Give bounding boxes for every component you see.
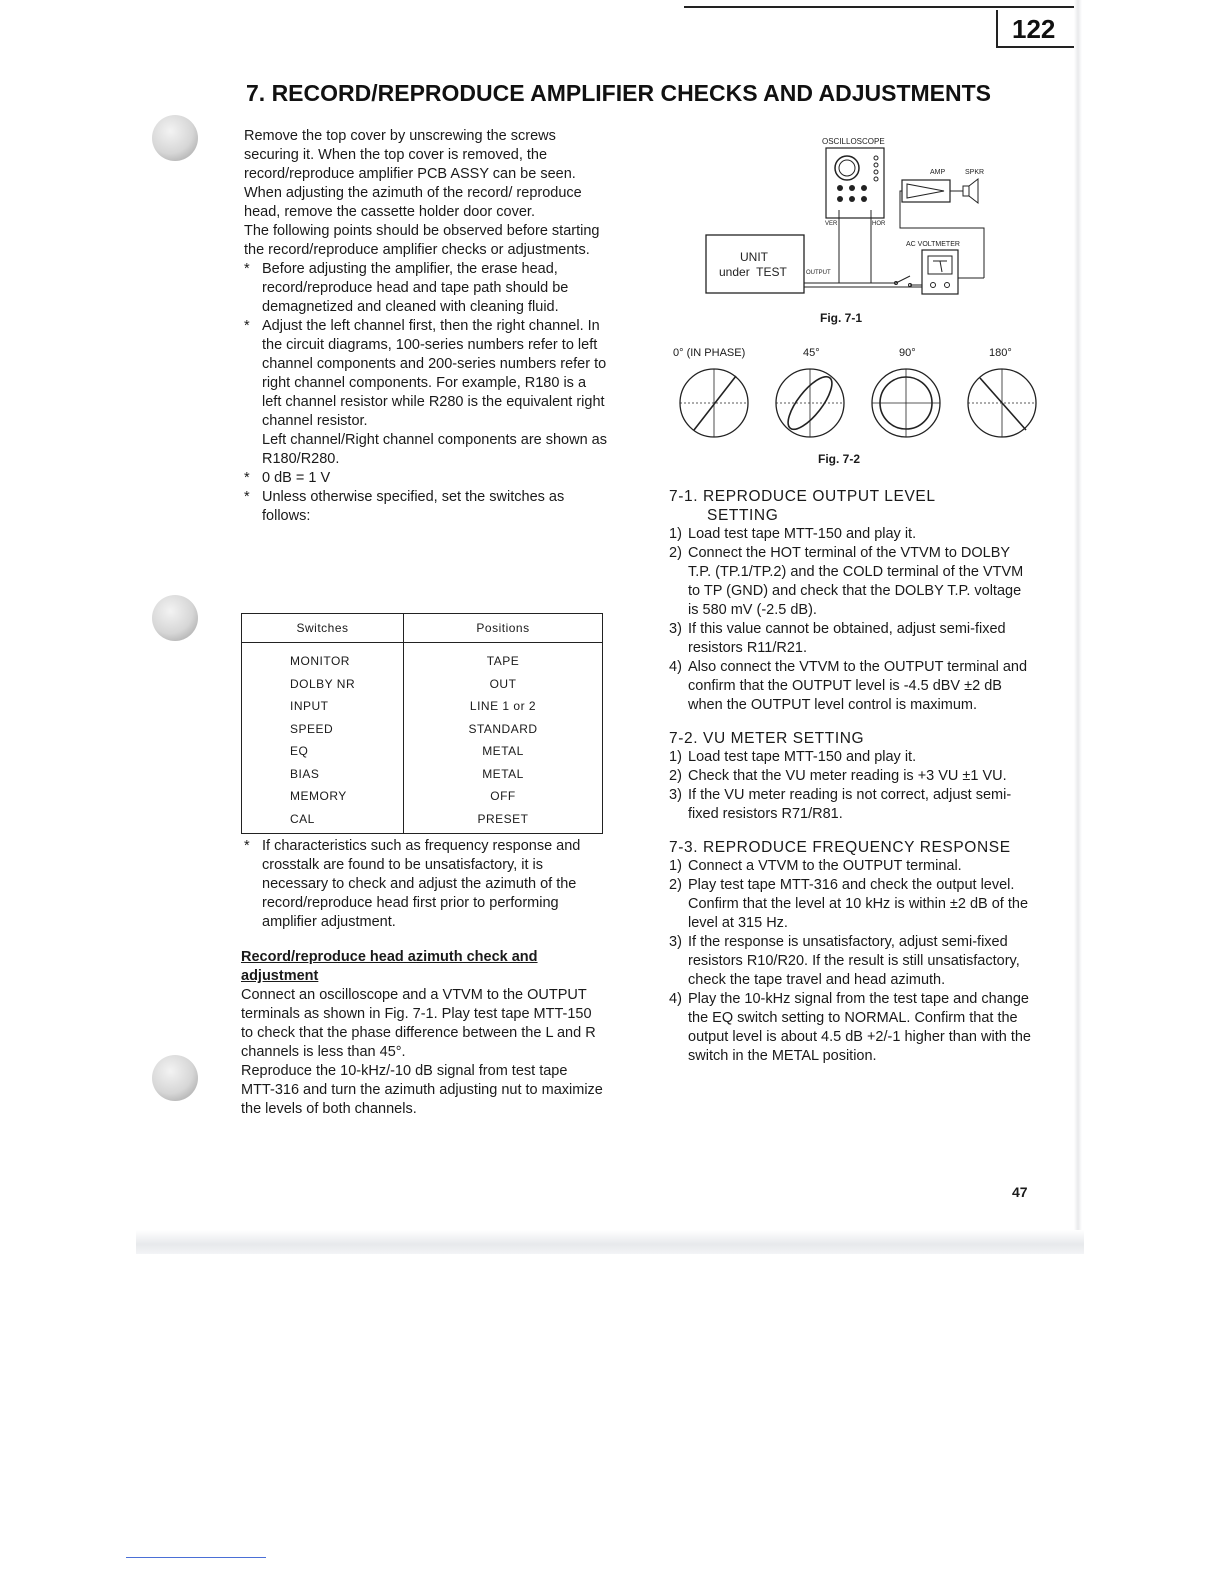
- page-edge-shadow: [136, 1230, 1084, 1254]
- azimuth-paragraph: Connect an oscilloscope and a VTVM to the OUTPUT terminals as shown in Fig. 7-1. Play test tape MTT-150 to check that the phase difference between the L and R channels is less than 45°.: [241, 987, 596, 1060]
- table-row: MEMORY OFF: [242, 785, 603, 808]
- list-item: 4) Also connect the VTVM to the OUTPUT terminal and confirm that the OUTPUT level is -4.5 dBV ±2 dB when the OUTPUT level control is maximum.: [669, 659, 1028, 713]
- section-7-1: [669, 487, 1033, 715]
- table-header: Switches: [242, 614, 404, 643]
- table-row: EQ METAL: [242, 740, 603, 763]
- section-heading: 7-1. REPRODUCE OUTPUT LEVEL: [669, 488, 936, 505]
- table-row: INPUT LINE 1 or 2: [242, 695, 603, 718]
- list-item: 2) Connect the HOT terminal of the VTVM to DOLBY T.P. (TP.1/TP.2) and the COLD terminal of the VTVM to TP (GND) and check that the DOLBY T.P. voltage is 580 mV (-2.5 dB).: [669, 545, 1024, 618]
- section-heading-cont: SETTING: [707, 507, 779, 524]
- binder-hole-icon: [152, 115, 198, 161]
- fig-7-1-diagram: [700, 128, 1000, 308]
- amp-label: AMP: [930, 169, 946, 176]
- fig-7-2-phase-patterns: [672, 364, 1044, 444]
- phase-0-pattern-icon: [680, 369, 748, 437]
- note-after-table: * If characteristics such as frequency response and crosstalk are found to be unsatisfactory, it is necessary to check and adjust the azimuth of the record/reproduce head first prior to performing amplifier adjustment.: [244, 838, 581, 930]
- section-7-2: [669, 729, 1033, 824]
- list-item: 3) If this value cannot be obtained, adjust semi-fixed resistors R11/R21.: [669, 621, 1006, 656]
- right-column: [669, 487, 1033, 1066]
- speaker-icon: [963, 186, 969, 196]
- phase-label: 90°: [899, 347, 916, 359]
- output-label: OUTPUT: [806, 270, 831, 276]
- page-badge: [996, 10, 1078, 48]
- voltmeter-icon: [922, 250, 958, 294]
- switch-settings-table: [241, 613, 603, 834]
- note-item: * Adjust the left channel first, then the right channel. In the circuit diagrams, 100-series numbers refer to left channel components and 200-series numbers refer to right channel components. For example, R180 is a left channel resistor while R280 is the equivalent right channel resistor.: [244, 318, 607, 429]
- intro-block: [244, 127, 608, 526]
- unit-label: UNIT: [740, 250, 768, 264]
- section-heading: 7-3. REPRODUCE FREQUENCY RESPONSE: [669, 839, 1011, 856]
- list-item: 4) Play the 10-kHz signal from the test tape and change the EQ switch setting to NORMAL. Confirm that the output level is about 4.5 dB +2/-1 higher than with the switch in the METAL position.: [669, 991, 1031, 1064]
- list-item: 1) Connect a VTVM to the OUTPUT terminal.: [669, 858, 962, 874]
- page-number: 47: [1012, 1184, 1028, 1200]
- ac-voltmeter-label: AC VOLTMETER: [906, 241, 960, 248]
- list-item: 1) Load test tape MTT-150 and play it.: [669, 749, 917, 765]
- list-item: 2) Play test tape MTT-316 and check the output level. Confirm that the level at 10 kHz is within ±2 dB of the level at 315 Hz.: [669, 877, 1029, 931]
- phase-180-pattern-icon: [968, 369, 1036, 437]
- page-edge-shadow-right: [1074, 0, 1082, 1250]
- note-item: Left channel/Right channel components are shown as R180/R280.: [262, 432, 607, 467]
- list-item: 1) Load test tape MTT-150 and play it.: [669, 526, 917, 542]
- oscilloscope-label: OSCILLOSCOPE: [822, 137, 885, 146]
- table-row: CAL PRESET: [242, 808, 603, 834]
- page-title: 7. RECORD/REPRODUCE AMPLIFIER CHECKS AND ADJUSTMENTS: [246, 80, 991, 106]
- intro-paragraph: The following points should be observed before starting the record/reproduce amplifier checks or adjustments.: [244, 223, 600, 258]
- fig-7-2-caption: Fig. 7-2: [818, 452, 861, 466]
- spkr-label: SPKR: [965, 169, 985, 176]
- unit-under-test-box: [706, 235, 804, 293]
- table-row: MONITOR TAPE: [242, 643, 603, 673]
- fig-7-1-caption: Fig. 7-1: [820, 311, 863, 325]
- section-heading: 7-2. VU METER SETTING: [669, 730, 865, 747]
- unit-under-test-label: under TEST: [719, 265, 787, 279]
- list-item: 3) If the VU meter reading is not correct, adjust semi-fixed resistors R71/R81.: [669, 787, 1012, 822]
- phase-label: 180°: [989, 347, 1012, 359]
- table-row: DOLBY NR OUT: [242, 673, 603, 696]
- phase-label: 45°: [803, 347, 820, 359]
- table-row: BIAS METAL: [242, 763, 603, 786]
- ver-label: VER: [825, 221, 838, 227]
- list-item: 2) Check that the VU meter reading is +3 VU ±1 VU.: [669, 768, 1007, 784]
- bottom-rule: [126, 1557, 266, 1558]
- binder-hole-icon: [152, 595, 198, 641]
- phase-label: 0° (IN PHASE): [673, 347, 746, 359]
- table-header: Positions: [404, 614, 603, 643]
- top-rule: [684, 6, 1076, 8]
- phase-45-pattern-icon: [776, 369, 844, 437]
- intro-paragraph: Remove the top cover by unscrewing the screws securing it. When the top cover is removed, the record/reproduce amplifier PCB ASSY can be seen. When adjusting the azimuth of the record/ reproduce head, remove the cassette holder door cover.: [244, 128, 582, 220]
- hor-label: HOR: [872, 221, 886, 227]
- table-row: SPEED STANDARD: [242, 718, 603, 741]
- page-badge-number: 122: [1012, 14, 1056, 44]
- note-item: * Before adjusting the amplifier, the erase head, record/reproduce head and tape path should be demagnetized and cleaned with cleaning fluid.: [244, 261, 569, 315]
- note-item: * 0 dB = 1 V: [244, 470, 331, 486]
- section-7-3: [669, 838, 1033, 1066]
- azimuth-section: [241, 948, 603, 1119]
- list-item: 3) If the response is unsatisfactory, adjust semi-fixed resistors R10/R20. If the result is still unsatisfactory, check the tape travel and head azimuth.: [669, 934, 1020, 988]
- binder-hole-icon: [152, 1055, 198, 1101]
- azimuth-heading: Record/reproduce head azimuth check and adjustment: [241, 949, 538, 984]
- phase-90-pattern-icon: [872, 369, 940, 437]
- table-header-row: [242, 614, 603, 643]
- note-item: * Unless otherwise specified, set the switches as follows:: [244, 489, 565, 524]
- azimuth-paragraph: Reproduce the 10-kHz/-10 dB signal from test tape MTT-316 and turn the azimuth adjusting nut to maximize the levels of both channels.: [241, 1063, 603, 1117]
